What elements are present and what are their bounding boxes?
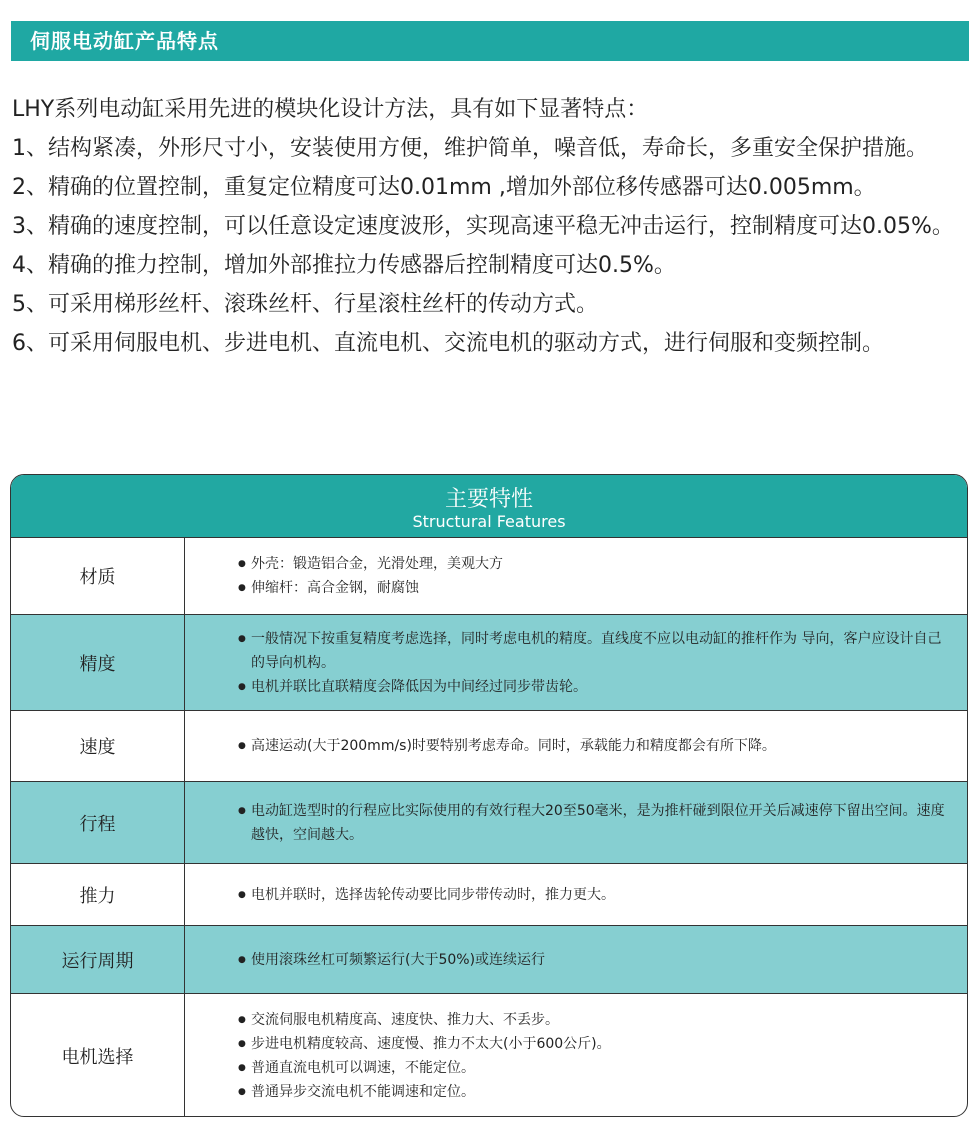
feature-item-text: 可采用伺服电机、步进电机、直流电机、交流电机的驱动方式，进行伺服和变频控制。 <box>48 331 885 356</box>
bullet-item: ● 高速运动(大于200mm/s)时要特别考虑寿命。同时，承载能力和精度都会有所下降。 <box>251 734 947 758</box>
feature-item <box>12 246 978 285</box>
intro-lead: LHY系列电动缸采用先进的模块化设计方法，具有如下显著特点： <box>12 97 649 122</box>
table-title-zh: 主要特性 <box>444 487 533 512</box>
feature-item <box>12 324 978 363</box>
section-title: 伺服电动缸产品特点 <box>30 29 219 53</box>
section-header-bar <box>11 21 969 61</box>
table-row <box>11 538 967 615</box>
feature-item <box>12 207 978 246</box>
table-header <box>11 475 967 538</box>
row-content <box>185 711 967 781</box>
feature-item-number: 5、 <box>12 292 48 317</box>
feature-item <box>12 168 978 207</box>
table-row <box>11 615 967 711</box>
feature-item-text: 精确的位置控制，重复定位精度可达0.01mm ,增加外部位移传感器可达0.005mm。 <box>48 175 876 200</box>
row-content <box>185 864 967 925</box>
feature-item-number: 3、 <box>12 214 48 239</box>
row-content <box>185 538 967 614</box>
feature-item-number: 4、 <box>12 253 48 278</box>
feature-item <box>12 129 978 168</box>
row-label: 推力 <box>11 864 185 925</box>
table-row <box>11 864 967 926</box>
row-label: 行程 <box>11 782 185 863</box>
row-label: 材质 <box>11 538 185 614</box>
table-row <box>11 711 967 782</box>
table-row <box>11 926 967 994</box>
feature-item-text: 精确的推力控制，增加外部推拉力传感器后控制精度可达0.5%。 <box>48 253 676 278</box>
feature-item <box>12 285 978 324</box>
bullet-item: ● 步进电机精度较高、速度慢、推力不太大(小于600公斤)。 <box>251 1032 947 1056</box>
bullet-item: ● 电机并联时，选择齿轮传动要比同步带传动时，推力更大。 <box>251 883 947 907</box>
bullet-item: ● 一般情况下按重复精度考虑选择，同时考虑电机的精度。直线度不应以电动缸的推杆作为 导向，客户应设计自己的导向机构。 <box>251 627 947 675</box>
bullet-item: ● 外壳：锻造铝合金，光滑处理，美观大方 <box>251 552 947 576</box>
bullet-item: ● 普通异步交流电机不能调速和定位。 <box>251 1080 947 1104</box>
feature-item-text: 结构紧凑，外形尺寸小，安装使用方便，维护简单，噪音低，寿命长，多重安全保护措施。 <box>48 136 929 161</box>
row-label: 精度 <box>11 615 185 710</box>
row-content <box>185 782 967 863</box>
bullet-item: ● 交流伺服电机精度高、速度快、推力大、不丢步。 <box>251 1008 947 1032</box>
bullet-item: ● 电机并联比直联精度会降低因为中间经过同步带齿轮。 <box>251 675 947 699</box>
row-label: 速度 <box>11 711 185 781</box>
row-label: 电机选择 <box>11 994 185 1117</box>
bullet-item: ● 电动缸选型时的行程应比实际使用的有效行程大20至50毫米，是为推杆碰到限位开关后减速停下留出空间。速度越快，空间越大。 <box>251 799 947 847</box>
bullet-item: ● 普通直流电机可以调速，不能定位。 <box>251 1056 947 1080</box>
features-table <box>10 474 968 1117</box>
table-row <box>11 994 967 1117</box>
row-content <box>185 615 967 710</box>
table-row <box>11 782 967 864</box>
feature-item-number: 6、 <box>12 331 48 356</box>
row-content <box>185 994 967 1117</box>
bullet-item: ● 伸缩杆：高合金钢，耐腐蚀 <box>251 576 947 600</box>
table-title-en: Structural Features <box>412 512 566 531</box>
row-label: 运行周期 <box>11 926 185 993</box>
feature-item-number: 1、 <box>12 136 48 161</box>
feature-item-text: 精确的速度控制，可以任意设定速度波形，实现高速平稳无冲击运行，控制精度可达0.05%。 <box>48 214 954 239</box>
bullet-item: ● 使用滚珠丝杠可频繁运行(大于50%)或连续运行 <box>251 948 947 972</box>
feature-item-text: 可采用梯形丝杆、滚珠丝杆、行星滚柱丝杆的传动方式。 <box>48 292 599 317</box>
row-content <box>185 926 967 993</box>
feature-item-number: 2、 <box>12 175 48 200</box>
feature-intro <box>12 90 978 363</box>
